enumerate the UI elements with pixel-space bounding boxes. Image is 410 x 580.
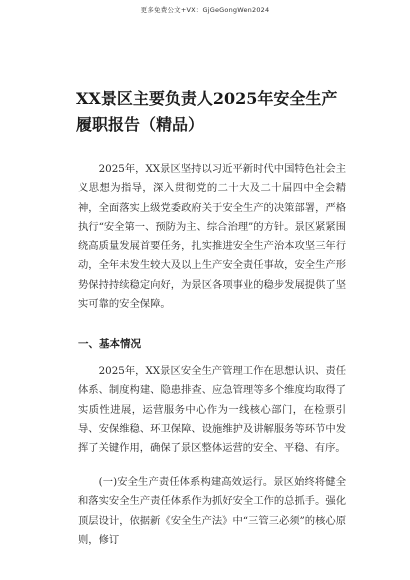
header-note: 更多免费公文+VX：GjGeGongWen2024 [140,6,270,14]
intro-paragraph: 2025年，XX景区坚持以习近平新时代中国特色社会主义思想为指导，深入贯彻党的二十大及二十届四中全会精神，全面落实上级党委政府关于安全生产的决策部署，严格执行“安全第一、预防为主、综合治理”的方针。景区紧紧围绕高质量发展首要任务，扎实推进安全生产治本攻坚三年行动，全年未发生较大及以上生产安全责任事故，安全生产形势保持持续稳定向好，为景区各项事业的稳步发展提供了坚实可靠的安全保障。 [78,163,346,311]
section-paragraph: 2025年，XX景区安全生产管理工作在思想认识、责任体系、制度构建、隐患排查、应急管理等多个维度均取得了实质性进展，运营服务中心作为一线核心部门，在检票引导、安保维稳、环卫保障、设施维护及讲解服务等环节中发挥了关键作用，确保了景区整体运营的安全、平稳、有序。 [78,365,346,455]
section-heading-basic-situation: 一、基本情况 [78,338,141,350]
document-title: XX景区主要负责人2025年安全生产履职报告（精品） [76,89,338,134]
subsection-paragraph: (一)安全生产责任体系构建高效运行。景区始终将健全和落实安全生产责任体系作为抓好安全工作的总抓手。强化顶层设计，依据新《安全生产法》中“三管三必须”的核心原则，修订 [78,476,346,546]
